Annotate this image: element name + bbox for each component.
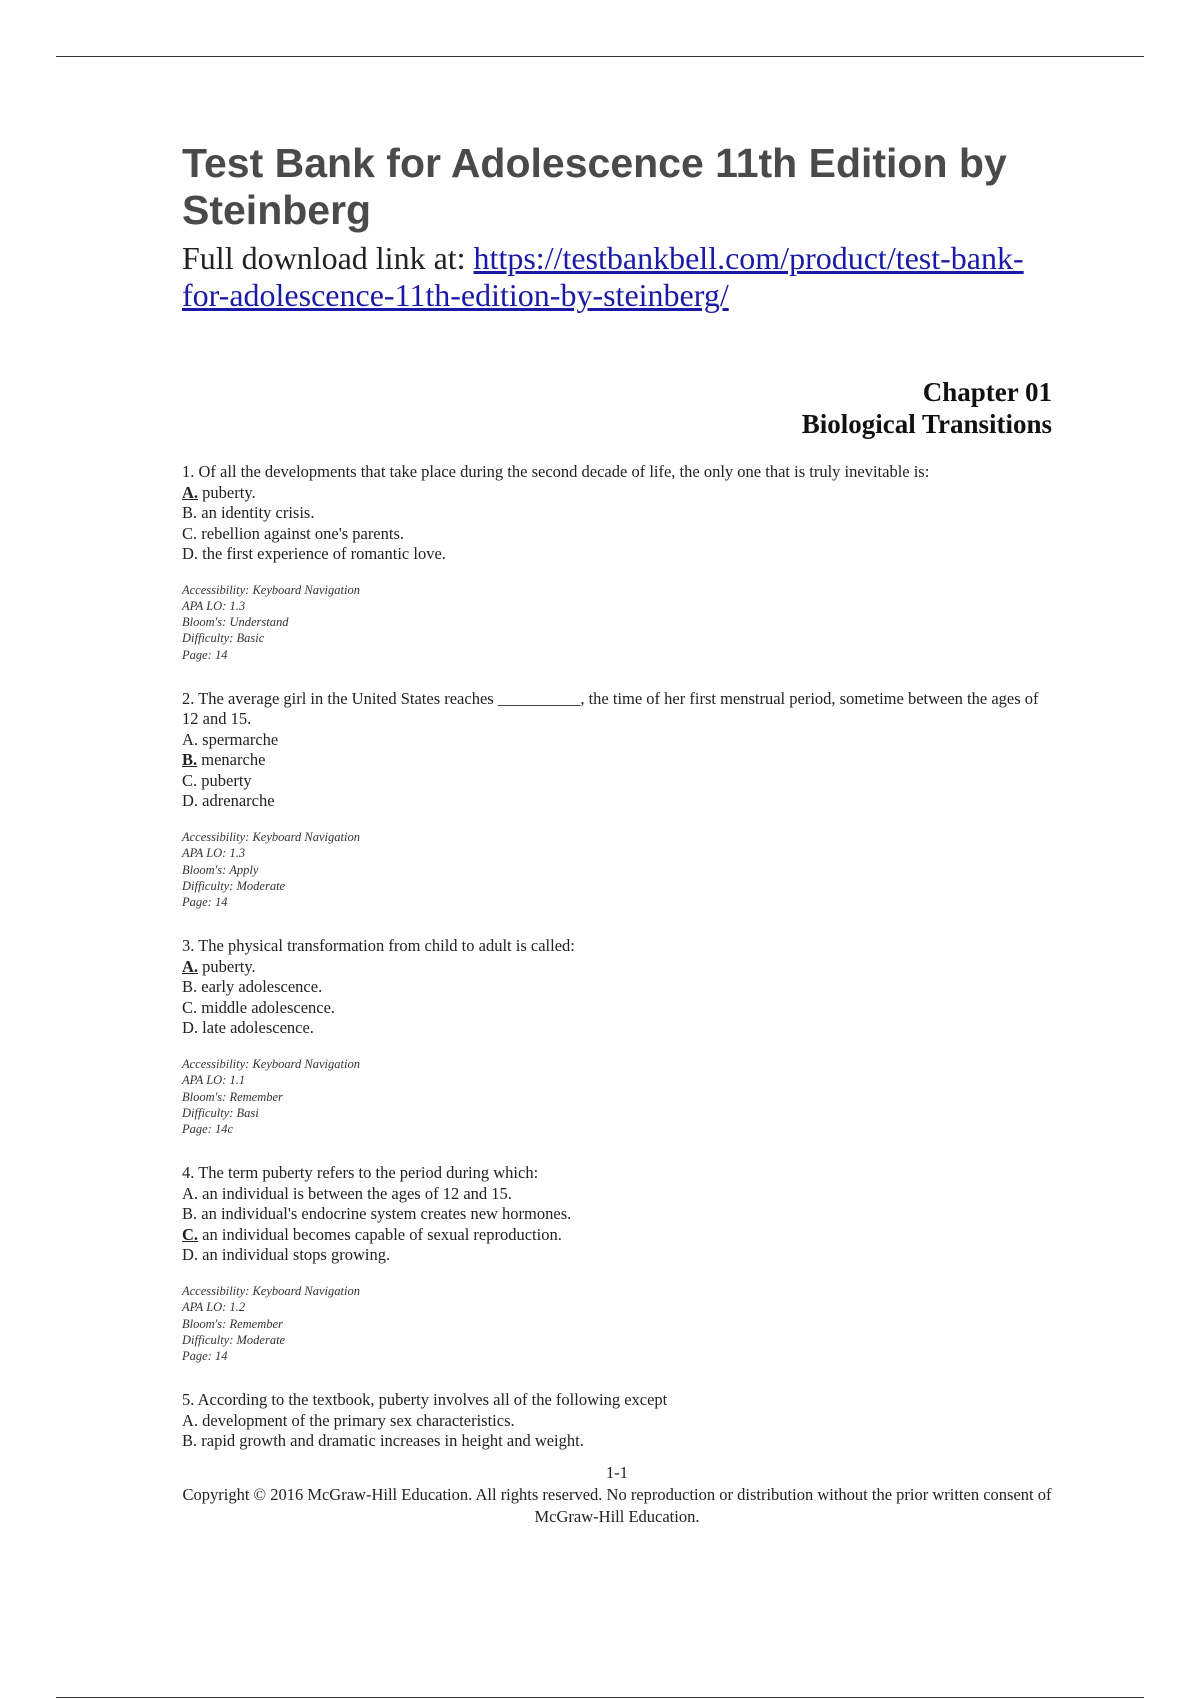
option-text: puberty.	[198, 956, 256, 976]
option-text: late adolescence.	[198, 1018, 314, 1038]
chapter-name: Biological Transitions	[801, 409, 1052, 439]
option-letter: D.	[182, 1018, 199, 1038]
metadata-line: APA LO: 1.1	[182, 1073, 246, 1088]
document-body	[182, 140, 1052, 1452]
metadata-line: Bloom's: Remember	[182, 1316, 283, 1331]
question-list	[182, 462, 1052, 1452]
option-text: puberty	[197, 770, 252, 790]
metadata-line: Page: 14	[182, 647, 228, 662]
chapter-heading	[182, 376, 1052, 440]
answer-option	[182, 1411, 1052, 1432]
question-text: 3. The physical transformation from child to adult is called:	[182, 936, 575, 956]
answer-option	[182, 998, 1052, 1019]
option-letter: B.	[182, 977, 198, 997]
metadata-line: Difficulty: Basic	[182, 631, 265, 646]
metadata-line: Page: 14c	[182, 1122, 234, 1137]
answer-option	[182, 791, 1052, 812]
question-3	[182, 936, 1052, 1137]
option-letter: D.	[182, 791, 199, 811]
answer-option	[182, 730, 1052, 751]
metadata-line: APA LO: 1.3	[182, 846, 246, 861]
option-letter: B.	[182, 503, 198, 522]
option-letter: D.	[182, 1245, 199, 1265]
copyright-notice: Copyright © 2016 McGraw-Hill Education. All rights reserved. No reproduction or distribution without the prior written consent of McGraw-Hill Education.	[182, 1485, 1052, 1526]
bottom-rule	[56, 1697, 1144, 1698]
metadata-line: Bloom's: Understand	[182, 615, 289, 630]
option-text: an individual becomes capable of sexual reproduction.	[198, 1224, 562, 1244]
option-text: rebellion against one's parents.	[197, 523, 405, 543]
option-text: menarche	[197, 750, 266, 770]
download-link[interactable]: https://testbankbell.com/product/test-bank-for-adolescence-11th-edition-by-steinberg/	[182, 240, 1024, 313]
option-text: spermarche	[198, 729, 279, 749]
metadata-line: Accessibility: Keyboard Navigation	[182, 829, 360, 844]
option-text: adrenarche	[198, 791, 275, 811]
option-text: puberty.	[198, 482, 256, 502]
document-title: Test Bank for Adolescence 11th Edition by Steinberg	[182, 140, 1007, 233]
question-metadata	[182, 1283, 1052, 1364]
question-text: 4. The term puberty refers to the period during which:	[182, 1163, 539, 1183]
chapter-number: Chapter 01	[922, 377, 1052, 407]
answer-option	[182, 977, 1052, 998]
page-number: 1-1	[606, 1463, 628, 1482]
question-2	[182, 689, 1052, 910]
metadata-line: Page: 14	[182, 1349, 228, 1364]
answer-option-correct	[182, 957, 1052, 978]
question-text: 2. The average girl in the United States reaches __________, the time of her first menstrual period, sometime between the ages of 12 and 15.	[182, 688, 1039, 729]
answer-option	[182, 1204, 1052, 1225]
page-footer	[182, 1462, 1052, 1528]
option-letter: C.	[182, 997, 198, 1017]
question-4	[182, 1163, 1052, 1364]
option-text: development of the primary sex characteristics.	[198, 1410, 515, 1430]
option-letter: A.	[182, 1183, 199, 1203]
answer-option	[182, 1245, 1052, 1266]
answer-option	[182, 544, 1052, 565]
question-text: 1. Of all the developments that take place during the second decade of life, the only one that is truly inevitable is:	[182, 462, 930, 481]
answer-option-correct	[182, 750, 1052, 771]
answer-option	[182, 771, 1052, 792]
option-letter: C.	[182, 770, 198, 790]
option-letter: A.	[182, 482, 199, 502]
metadata-line: Bloom's: Remember	[182, 1089, 283, 1104]
question-text: 5. According to the textbook, puberty involves all of the following except	[182, 1390, 668, 1410]
option-letter: B.	[182, 1431, 198, 1451]
answer-option	[182, 1018, 1052, 1039]
option-letter: C.	[182, 523, 198, 543]
option-letter: A.	[182, 729, 199, 749]
option-text: the first experience of romantic love.	[198, 544, 446, 563]
option-text: rapid growth and dramatic increases in height and weight.	[197, 1431, 584, 1451]
metadata-line: APA LO: 1.2	[182, 1300, 246, 1315]
answer-option	[182, 503, 1052, 524]
metadata-line: Bloom's: Apply	[182, 862, 259, 877]
option-text: an individual's endocrine system creates new hormones.	[197, 1204, 572, 1224]
metadata-line: APA LO: 1.3	[182, 598, 246, 613]
metadata-line: Accessibility: Keyboard Navigation	[182, 1283, 360, 1298]
option-letter: A.	[182, 956, 199, 976]
question-1	[182, 462, 1052, 663]
option-letter: C.	[182, 1224, 199, 1244]
option-letter: B.	[182, 1204, 198, 1224]
metadata-line: Difficulty: Moderate	[182, 878, 286, 893]
metadata-line: Difficulty: Basi	[182, 1105, 259, 1120]
option-text: early adolescence.	[197, 977, 323, 997]
answer-option-correct	[182, 1225, 1052, 1246]
metadata-line: Accessibility: Keyboard Navigation	[182, 582, 360, 597]
question-metadata	[182, 582, 1052, 663]
download-prefix: Full download link at:	[182, 240, 474, 276]
question-metadata	[182, 829, 1052, 910]
option-text: middle adolescence.	[197, 997, 336, 1017]
metadata-line: Difficulty: Moderate	[182, 1332, 286, 1347]
question-metadata	[182, 1056, 1052, 1137]
option-text: an individual stops growing.	[198, 1245, 391, 1265]
option-letter: D.	[182, 544, 199, 563]
option-text: an identity crisis.	[197, 503, 315, 522]
option-text: an individual is between the ages of 12 and 15.	[198, 1183, 512, 1203]
metadata-line: Accessibility: Keyboard Navigation	[182, 1056, 360, 1071]
answer-option	[182, 1431, 1052, 1452]
metadata-line: Page: 14	[182, 895, 228, 910]
top-rule	[56, 56, 1144, 57]
answer-option	[182, 1184, 1052, 1205]
option-letter: B.	[182, 750, 198, 770]
option-letter: A.	[182, 1410, 199, 1430]
download-line	[182, 240, 1052, 314]
answer-option-correct	[182, 483, 1052, 504]
question-5	[182, 1390, 1052, 1452]
answer-option	[182, 524, 1052, 545]
